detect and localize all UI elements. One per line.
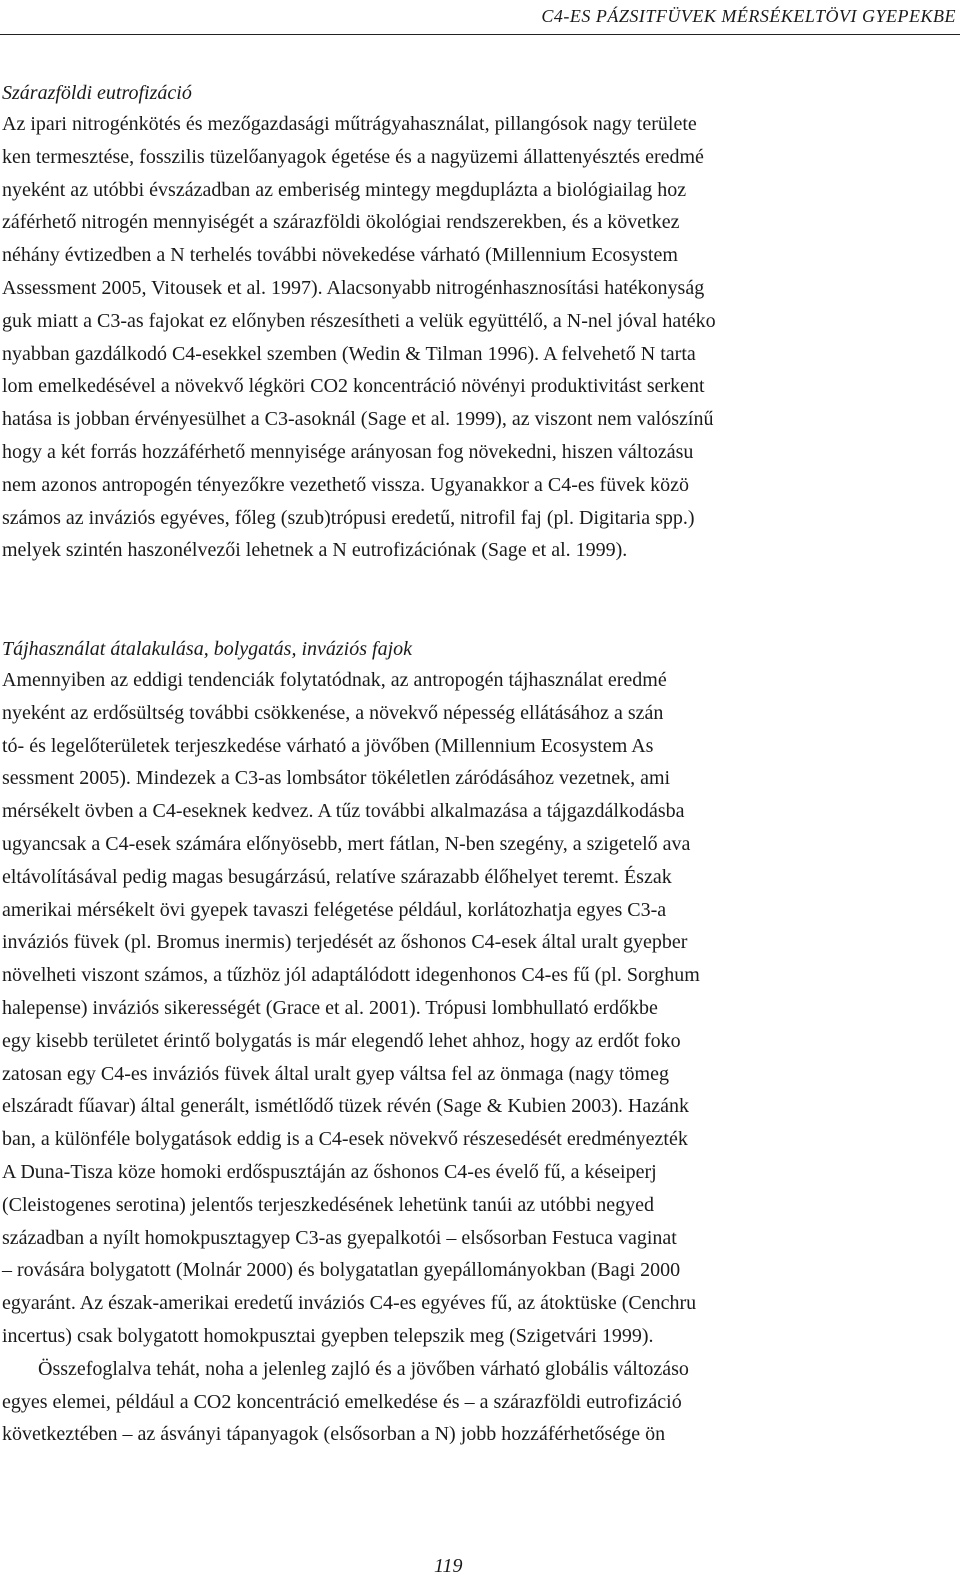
section-land-use [2, 634, 960, 1451]
body-line: egyaránt. Az észak-amerikai eredetű inváziós C4-es egyéves fű, az átoktüske (Cenchru [2, 1292, 697, 1315]
body-line: zatosan egy C4-es inváziós füvek által uralt gyep váltsa fel az önmaga (nagy tömeg [2, 1062, 669, 1085]
body-line: ban, a különféle bolygatások eddig is a C4-esek növekvő részesedését eredményezték [2, 1128, 688, 1151]
body-line: egy kisebb területet érintő bolygatás is már elegendő lehet ahhoz, hogy az erdőt foko [2, 1029, 681, 1052]
body-line: nem azonos antropogén tényezőkre vezethető vissza. Ugyanakkor a C4-es füvek közö [2, 473, 689, 496]
header-rule [0, 34, 960, 35]
body-line: tó- és legelőterületek terjeszkedése várható a jövőben (Millennium Ecosystem As [2, 734, 654, 757]
body-line: ugyancsak a C4-esek számára előnyösebb, mert fátlan, N-ben szegény, a szigetelő ava [2, 832, 691, 855]
body-line: nyeként az utóbbi évszázadban az emberiség mintegy megduplázta a biológiailag hoz [2, 178, 687, 201]
body-line: növelheti viszont számos, a tűzhöz jól adaptálódott idegenhonos C4-es fű (pl. Sorghum [2, 964, 700, 987]
body-line: A Duna-Tisza köze homoki erdőspusztáján az őshonos C4-es évelő fű, a késeiperj [2, 1160, 657, 1183]
body-line: elszáradt fűavar) által generált, ismétlődő tüzek révén (Sage & Kubien 2003). Hazánk [2, 1095, 689, 1118]
body-line: néhány évtizedben a N terhelés további növekedése várható (Millennium Ecosystem [2, 244, 678, 267]
body-line: amerikai mérsékelt övi gyepek tavaszi felégetése például, korlátozhatja egyes C3-a [2, 898, 667, 921]
body-line: halepense) inváziós sikerességét (Grace et al. 2001). Trópusi lombhullató erdőkbe [2, 996, 658, 1019]
body-line: ken termesztése, fosszilis tüzelőanyagok égetése és a nagyüzemi állattenyésztés eredmé [2, 145, 704, 168]
body-line: eltávolításával pedig magas besugárzású, relatíve szárazabb élőhelyet teremt. Észak [2, 865, 672, 888]
body-line: melyek szintén haszonélvezői lehetnek a N eutrofizációnak (Sage et al. 1999). [2, 539, 628, 562]
body-line: (Cleistogenes serotina) jelentős terjeszkedésének lehetünk tanúi az utóbbi negyed [2, 1193, 655, 1216]
running-header: C4-ES PÁZSITFÜVEK MÉRSÉKELTÖVI GYEPEKBE [541, 6, 956, 26]
body-line: számos az inváziós egyéves, főleg (szub)trópusi eredetű, nitrofil faj (pl. Digitaria spp.) [2, 506, 695, 529]
body-line: nyabban gazdálkodó C4-esekkel szemben (Wedin & Tilman 1996). A felvehető N tarta [2, 342, 696, 365]
body-line: mérsékelt övben a C4-eseknek kedvez. A tűz további alkalmazása a tájgazdálkodásba [2, 800, 685, 823]
body-line: következtében – az ásványi tápanyagok (elsősorban a N) jobb hozzáférhetősége ön [2, 1423, 666, 1446]
body-line: Az ipari nitrogénkötés és mezőgazdasági műtrágyahasználat, pillangósok nagy területe [2, 113, 697, 135]
body-line: inváziós füvek (pl. Bromus inermis) terjedését az őshonos C4-esek által uralt gyepber [2, 931, 688, 954]
body-line-indented: Összefoglalva tehát, noha a jelenleg zajló és a jövőben várható globális változáso [38, 1357, 689, 1380]
body-line: egyes elemei, például a CO2 koncentráció emelkedése és – a szárazföldi eutrofizáció [2, 1390, 682, 1413]
body-line: nyeként az erdősültség további csökkenése, a növekvő népesség ellátásához a szán [2, 701, 664, 724]
page-number: 119 [434, 1555, 463, 1577]
body-line: lom emelkedésével a növekvő légköri CO2 koncentráció növényi produktivitást serkent [2, 375, 705, 398]
section-heading: Szárazföldi eutrofizáció [2, 82, 192, 104]
body-line: hatása is jobban érvényesülhet a C3-asoknál (Sage et al. 1999), az viszont nem valószínű [2, 408, 714, 431]
section-eutrophication [2, 78, 960, 567]
body-line: – rovására bolygatott (Molnár 2000) és bolygatatlan gyepállományokban (Bagi 2000 [2, 1259, 681, 1282]
body-line: hogy a két forrás hozzáférhető mennyisége arányosan fog növekedni, hiszen változásu [2, 440, 694, 463]
section-heading: Tájhasználat átalakulása, bolygatás, inváziós fajok [2, 638, 413, 660]
body-line: guk miatt a C3-as fajokat ez előnyben részesítheti a velük együttélő, a N-nel jóval hatéko [2, 309, 716, 332]
body-line: incertus) csak bolygatott homokpusztai gyepben telepszik meg (Szigetvári 1999). [2, 1324, 654, 1347]
body-line: záférhető nitrogén mennyiségét a szárazföldi ökológiai rendszerekben, és a következ [2, 211, 680, 234]
body-line: Assessment 2005, Vitousek et al. 1997). Alacsonyabb nitrogénhasznosítási hatékonyság [2, 276, 705, 299]
body-line: sessment 2005). Mindezek a C3-as lombsátor tökéletlen záródásához vezetnek, ami [2, 767, 671, 790]
body-line: Amennyiben az eddigi tendenciák folytatódnak, az antropogén tájhasználat eredmé [2, 669, 667, 691]
body-line: században a nyílt homokpusztagyep C3-as gyepalkotói – elsősorban Festuca vaginat [2, 1226, 677, 1249]
